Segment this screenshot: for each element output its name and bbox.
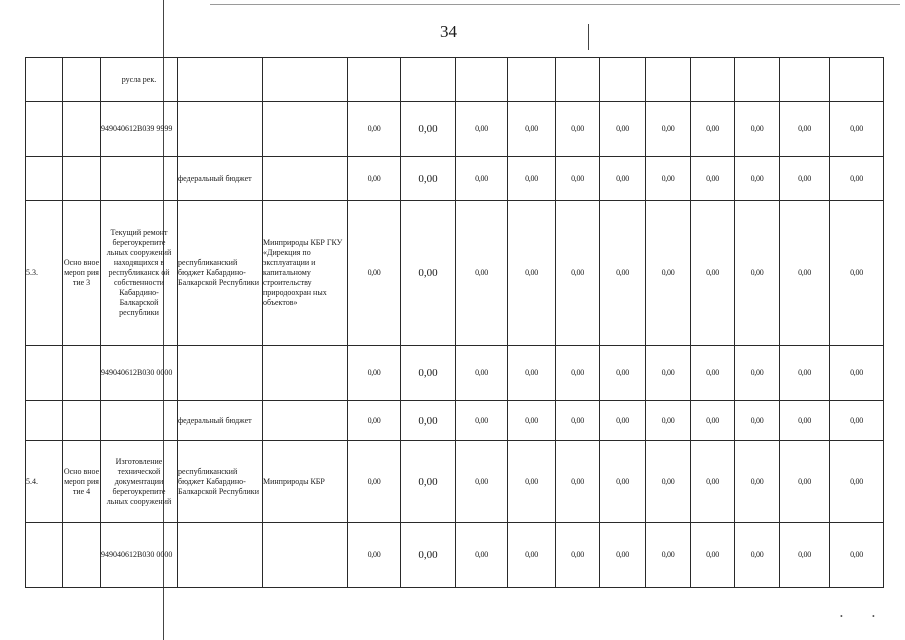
value-cell: [830, 58, 884, 102]
value-cell: [691, 58, 735, 102]
value-cell: 0,00: [735, 102, 780, 157]
value-cell: 0,00: [348, 401, 401, 441]
event-name-cell: [101, 157, 178, 201]
row-number-cell: [26, 346, 63, 401]
funding-source-cell: федеральный бюджет: [178, 157, 263, 201]
value-cell: [401, 58, 456, 102]
table-row: [26, 346, 884, 401]
value-cell: 0,00: [735, 441, 780, 523]
value-cell: 0,00: [830, 102, 884, 157]
table-row: [26, 441, 884, 523]
value-cell: 0,00: [508, 102, 556, 157]
value-cell: 0,00: [456, 441, 508, 523]
value-cell: 0,00: [780, 523, 830, 588]
funding-source-cell: федеральный бюджет: [178, 401, 263, 441]
value-cell: 0,00: [556, 401, 600, 441]
value-cell: 0,00: [600, 346, 646, 401]
value-cell: 0,00: [556, 157, 600, 201]
event-type-cell: [63, 102, 101, 157]
event-type-cell: Осно вное мероп рия тие 3: [63, 201, 101, 346]
scan-mark: •: [872, 612, 875, 621]
value-cell: 0,00: [401, 441, 456, 523]
event-type-cell: [63, 346, 101, 401]
value-cell: 0,00: [401, 102, 456, 157]
scan-mark: •: [840, 612, 843, 621]
value-cell: 0,00: [456, 523, 508, 588]
value-cell: 0,00: [691, 441, 735, 523]
value-cell: 0,00: [735, 401, 780, 441]
event-name-cell: 949040612B039 9999: [101, 102, 178, 157]
event-name-cell: Изготовление технической документации берегоукрепите льных сооружений: [101, 441, 178, 523]
funding-source-cell: [178, 102, 263, 157]
value-cell: 0,00: [735, 523, 780, 588]
value-cell: 0,00: [780, 102, 830, 157]
page-number: 34: [440, 22, 457, 41]
table-row: [26, 58, 884, 102]
value-cell: 0,00: [556, 346, 600, 401]
value-cell: 0,00: [830, 523, 884, 588]
value-cell: 0,00: [456, 157, 508, 201]
event-name-cell: русла рек.: [101, 58, 178, 102]
value-cell: 0,00: [646, 102, 691, 157]
value-cell: 0,00: [348, 441, 401, 523]
row-number-cell: [26, 58, 63, 102]
scan-top-line: [210, 4, 900, 5]
event-type-cell: [63, 58, 101, 102]
value-cell: 0,00: [508, 523, 556, 588]
value-cell: [600, 58, 646, 102]
value-cell: 0,00: [508, 346, 556, 401]
value-cell: 0,00: [691, 157, 735, 201]
event-name-cell: 949040612B030 0000: [101, 346, 178, 401]
event-type-cell: [63, 523, 101, 588]
value-cell: 0,00: [646, 441, 691, 523]
value-cell: 0,00: [600, 401, 646, 441]
event-name-cell: 949040612B030 0000: [101, 523, 178, 588]
table-row: [26, 157, 884, 201]
funding-source-cell: республиканский бюджет Кабардино-Балкарской Республики: [178, 441, 263, 523]
value-cell: 0,00: [735, 201, 780, 346]
value-cell: [556, 58, 600, 102]
value-cell: 0,00: [691, 201, 735, 346]
value-cell: 0,00: [780, 157, 830, 201]
funding-source-cell: [178, 58, 263, 102]
executor-cell: [263, 346, 348, 401]
executor-cell: [263, 58, 348, 102]
value-cell: [780, 58, 830, 102]
value-cell: 0,00: [508, 441, 556, 523]
value-cell: 0,00: [780, 346, 830, 401]
value-cell: 0,00: [646, 401, 691, 441]
value-cell: [456, 58, 508, 102]
value-cell: 0,00: [348, 102, 401, 157]
value-cell: 0,00: [830, 346, 884, 401]
value-cell: 0,00: [691, 523, 735, 588]
table-row: [26, 523, 884, 588]
value-cell: 0,00: [556, 102, 600, 157]
value-cell: 0,00: [830, 401, 884, 441]
value-cell: 0,00: [646, 157, 691, 201]
value-cell: 0,00: [508, 157, 556, 201]
value-cell: 0,00: [780, 441, 830, 523]
value-cell: 0,00: [556, 523, 600, 588]
value-cell: 0,00: [691, 102, 735, 157]
value-cell: 0,00: [600, 201, 646, 346]
value-cell: 0,00: [348, 157, 401, 201]
value-cell: 0,00: [780, 401, 830, 441]
executor-cell: [263, 157, 348, 201]
funding-source-cell: [178, 523, 263, 588]
executor-cell: [263, 102, 348, 157]
value-cell: 0,00: [691, 401, 735, 441]
value-cell: 0,00: [508, 201, 556, 346]
value-cell: [508, 58, 556, 102]
value-cell: 0,00: [830, 441, 884, 523]
executor-cell: Минприроды КБР: [263, 441, 348, 523]
value-cell: 0,00: [348, 346, 401, 401]
value-cell: 0,00: [456, 401, 508, 441]
value-cell: 0,00: [556, 201, 600, 346]
event-type-cell: [63, 157, 101, 201]
value-cell: 0,00: [456, 102, 508, 157]
budget-table: [25, 57, 884, 588]
value-cell: 0,00: [600, 441, 646, 523]
funding-source-cell: [178, 346, 263, 401]
event-type-cell: [63, 401, 101, 441]
value-cell: 0,00: [401, 523, 456, 588]
value-cell: 0,00: [830, 157, 884, 201]
value-cell: 0,00: [646, 523, 691, 588]
value-cell: 0,00: [691, 346, 735, 401]
value-cell: 0,00: [735, 346, 780, 401]
value-cell: [646, 58, 691, 102]
value-cell: 0,00: [556, 441, 600, 523]
value-cell: 0,00: [600, 102, 646, 157]
value-cell: 0,00: [830, 201, 884, 346]
event-name-cell: [101, 401, 178, 441]
row-number-cell: 5.4.: [26, 441, 63, 523]
row-number-cell: [26, 102, 63, 157]
value-cell: 0,00: [646, 201, 691, 346]
table-row: [26, 201, 884, 346]
row-number-cell: 5.3.: [26, 201, 63, 346]
event-name-cell: Текущий ремонт берегоукрепите льных сооружений находящихся в республиканск ой собственности Кабардино-Балкарской республики: [101, 201, 178, 346]
value-cell: 0,00: [348, 201, 401, 346]
table-row: [26, 401, 884, 441]
table-row: [26, 102, 884, 157]
value-cell: 0,00: [508, 401, 556, 441]
executor-cell: Минприроды КБР ГКУ «Дирекция по эксплуатации и капитальному строительству природоохран ных объектов»: [263, 201, 348, 346]
value-cell: 0,00: [646, 346, 691, 401]
value-cell: 0,00: [401, 401, 456, 441]
value-cell: 0,00: [348, 523, 401, 588]
value-cell: 0,00: [401, 346, 456, 401]
value-cell: 0,00: [780, 201, 830, 346]
value-cell: [735, 58, 780, 102]
funding-source-cell: республиканский бюджет Кабардино-Балкарской Республики: [178, 201, 263, 346]
value-cell: 0,00: [600, 523, 646, 588]
row-number-cell: [26, 523, 63, 588]
value-cell: 0,00: [456, 346, 508, 401]
row-number-cell: [26, 157, 63, 201]
value-cell: 0,00: [735, 157, 780, 201]
executor-cell: [263, 401, 348, 441]
value-cell: 0,00: [456, 201, 508, 346]
value-cell: [348, 58, 401, 102]
event-type-cell: Осно вное мероп рия тие 4: [63, 441, 101, 523]
value-cell: 0,00: [401, 157, 456, 201]
value-cell: 0,00: [600, 157, 646, 201]
row-number-cell: [26, 401, 63, 441]
executor-cell: [263, 523, 348, 588]
scan-artifact-mark: [588, 24, 589, 50]
value-cell: 0,00: [401, 201, 456, 346]
